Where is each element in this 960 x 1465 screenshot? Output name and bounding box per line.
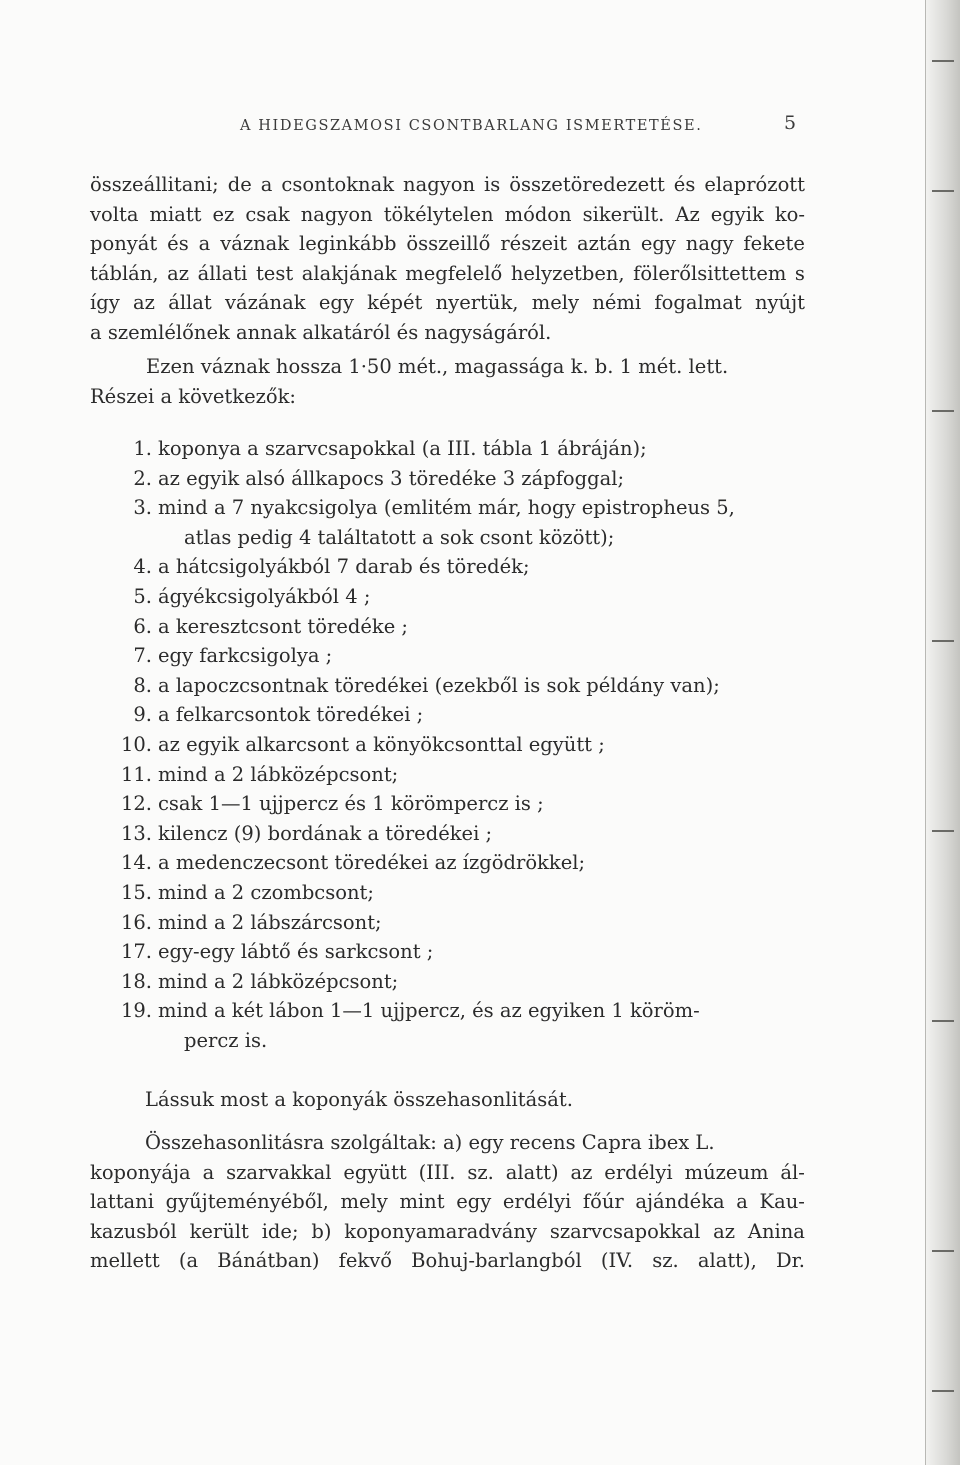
list-item: 12. csak 1—1 ujjpercz és 1 körömpercz is ; <box>120 792 544 816</box>
paragraph-line: koponyája a szarvakkal együtt (III. sz. alatt) az erdélyi múzeum ál- <box>90 1160 805 1184</box>
paragraph-line: összeállitani; de a csontoknak nagyon is összetöredezett és elaprózott <box>90 173 805 196</box>
list-item: 17. egy-egy lábtő és sarkcsont ; <box>120 940 434 964</box>
edge-mark <box>932 640 954 642</box>
edge-mark <box>932 1020 954 1022</box>
list-item: 7. egy farkcsigolya ; <box>133 644 333 668</box>
paragraph-line: így az állat vázának egy képét nyertük, mely némi fogalmat nyújt <box>90 291 805 314</box>
paragraph-line: Ezen váznak hossza 1·50 mét., magassága k. b. 1 mét. lett. <box>146 355 729 378</box>
list-item: 8. a lapoczcsontnak töredékei (ezekből is sok példány van); <box>133 673 720 697</box>
edge-mark <box>932 190 954 192</box>
edge-mark <box>932 410 954 412</box>
paragraph-line: Összehasonlitásra szolgáltak: a) egy recens Capra ibex L. <box>145 1131 715 1154</box>
bone-list <box>110 434 810 1055</box>
paragraph-line: kazusból került ide; b) koponyamaradvány szarvcsapokkal az Anina <box>90 1219 805 1243</box>
list-item-continuation: atlas pedig 4 találtatott a sok csont között); <box>184 525 615 549</box>
paragraph-line: Lássuk most a koponyák összehasonlitását. <box>145 1088 573 1111</box>
list-item: 10. az egyik alkarcsont a könyökcsonttal együtt ; <box>120 732 605 756</box>
list-item: 5. ágyékcsigolyákból 4 ; <box>133 584 371 608</box>
paragraph-line: lattani gyűjteményéből, mely mint egy erdélyi főúr ajándéka a Kau- <box>90 1190 805 1213</box>
paragraph-line: Részei a következők: <box>90 384 297 408</box>
list-item: 2. az egyik alsó állkapocs 3 töredéke 3 zápfoggal; <box>133 466 625 490</box>
paragraph-line: táblán, az állati test alakjának megfelelő helyzetben, fölerőlsittettem s <box>90 261 805 285</box>
paragraph-4 <box>90 1128 805 1276</box>
list-item: 11. mind a 2 lábközépcsont; <box>120 762 399 786</box>
list-item: 4. a hátcsigolyákból 7 darab és töredék; <box>133 555 530 579</box>
list-item: 6. a keresztcsont töredéke ; <box>133 614 409 638</box>
edge-mark <box>932 1390 954 1392</box>
edge-mark <box>932 60 954 62</box>
paragraph-line: ponyát és a váznak leginkább összeillő részeit aztán egy nagy fekete <box>90 232 805 255</box>
edge-mark <box>932 1250 954 1252</box>
paragraph-line: mellett (a Bánátban) fekvő Bohuj-barlangból (IV. sz. alatt), Dr. <box>90 1249 805 1272</box>
paragraph-line: volta miatt ez csak nagyon tökélytelen módon sikerült. Az egyik ko- <box>90 202 805 226</box>
list-item: 3. mind a 7 nyakcsigolya (emlitém már, hogy epistropheus 5, <box>133 496 735 520</box>
list-item: 1. koponya a szarvcsapokkal (a III. tábla 1 ábráján); <box>133 437 647 460</box>
list-item: 15. mind a 2 czombcsont; <box>120 880 374 904</box>
list-item: 14. a medenczecsont töredékei az ízgödrökkel; <box>120 851 586 875</box>
list-item: 13. kilencz (9) bordának a töredékei ; <box>120 821 493 845</box>
running-header: A HIDEGSZAMOSI CSONTBARLANG ISMERTETÉSE. <box>240 118 703 134</box>
list-item: 9. a felkarcsontok töredékei ; <box>133 703 424 727</box>
list-item: 16. mind a 2 lábszárcsont; <box>120 910 382 934</box>
paragraph-3 <box>90 1085 805 1115</box>
list-item-continuation: percz is. <box>184 1028 268 1052</box>
list-item: 18. mind a 2 lábközépcsont; <box>120 969 399 993</box>
book-edge <box>925 0 960 1465</box>
paragraph-line: a szemlélőnek annak alkatáról és nagyságáról. <box>90 320 552 344</box>
page-number: 5 <box>784 112 797 134</box>
paragraph-2 <box>90 352 805 411</box>
edge-mark <box>932 830 954 832</box>
paragraph-1 <box>90 170 805 347</box>
list-item: 19. mind a két lábon 1—1 ujjpercz, és az egyiken 1 köröm- <box>120 999 700 1023</box>
